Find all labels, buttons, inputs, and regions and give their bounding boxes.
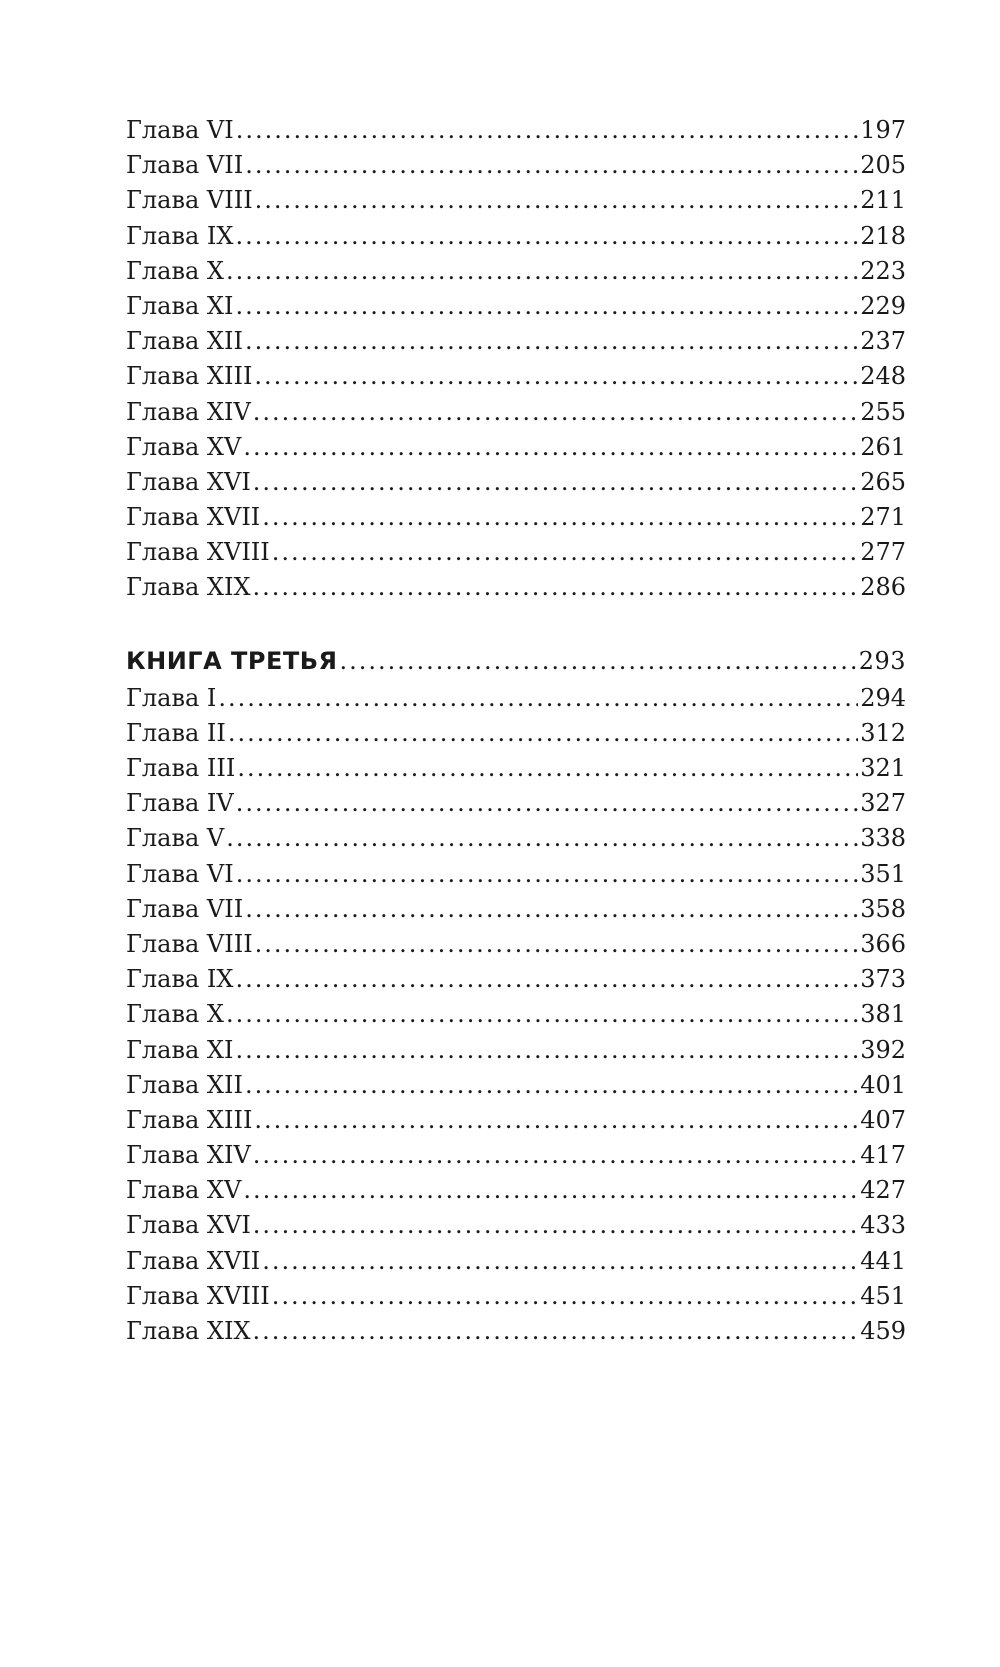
toc-entry[interactable] (126, 857, 906, 892)
page-number: 338 (860, 824, 906, 853)
dot-leader (245, 324, 858, 359)
toc-entry[interactable] (126, 1314, 906, 1349)
page-number: 451 (860, 1281, 906, 1310)
chapter-title: Глава XVII (126, 503, 261, 532)
page-number: 351 (860, 859, 906, 888)
chapter-title: Глава III (126, 754, 236, 782)
page-number: 392 (860, 1035, 906, 1064)
page-number: 205 (860, 151, 906, 180)
chapter-title: Глава XI (126, 291, 234, 320)
dot-leader (255, 927, 859, 962)
page-number: 321 (860, 754, 906, 782)
page-number: 373 (860, 965, 906, 994)
page-number: 265 (860, 467, 906, 496)
chapter-title: Глава XV (126, 1176, 242, 1205)
page-number: 407 (860, 1105, 906, 1134)
toc-entry[interactable] (126, 289, 906, 324)
page-number: 366 (860, 929, 906, 958)
chapter-title: Глава XVII (126, 1246, 261, 1275)
page-number: 277 (860, 538, 906, 567)
page-number: 358 (860, 894, 906, 923)
page-number: 237 (860, 327, 906, 356)
dot-leader (340, 641, 857, 681)
page-number: 381 (860, 1000, 906, 1029)
dot-leader (272, 1279, 858, 1314)
page-number: 401 (860, 1070, 906, 1099)
dot-leader (262, 1244, 858, 1279)
dot-leader (235, 219, 858, 254)
page-number: 293 (858, 646, 906, 675)
chapter-title: Глава IV (126, 789, 234, 818)
toc-entry[interactable] (126, 821, 906, 856)
dot-leader (254, 1103, 858, 1138)
toc-entry[interactable] (126, 395, 906, 430)
chapter-title: Глава XIV (126, 1141, 251, 1170)
chapter-title: Глава VI (126, 116, 234, 144)
table-of-contents (126, 113, 906, 1349)
dot-leader (243, 430, 858, 465)
dot-leader (245, 148, 858, 183)
dot-leader (253, 1314, 859, 1349)
dot-leader (255, 183, 859, 218)
page-number: 271 (860, 503, 906, 532)
toc-entry[interactable] (126, 962, 906, 997)
dot-leader (218, 681, 858, 716)
dot-leader (245, 1068, 858, 1103)
toc-entry[interactable] (126, 716, 906, 751)
page-number: 223 (860, 256, 906, 285)
chapter-title: Глава VI (126, 859, 234, 888)
toc-entry[interactable] (126, 359, 906, 394)
chapter-title: Глава I (126, 683, 217, 712)
chapter-title: Глава XV (126, 432, 242, 461)
dot-leader (243, 1173, 858, 1208)
chapter-title: Глава VII (126, 151, 244, 180)
dot-leader (226, 254, 858, 289)
dot-leader (235, 962, 858, 997)
toc-entry[interactable] (126, 1244, 906, 1279)
page-number: 218 (860, 221, 906, 250)
page-number: 459 (860, 1317, 906, 1345)
dot-leader (253, 1208, 858, 1243)
chapter-title: Глава VIII (126, 929, 253, 958)
page-number: 197 (860, 116, 906, 144)
dot-leader (226, 997, 858, 1032)
toc-entry[interactable] (126, 254, 906, 289)
chapter-title: Глава X (126, 256, 224, 285)
page-number: 248 (860, 362, 906, 391)
chapter-title: Глава X (126, 1000, 224, 1029)
chapter-title: Глава XII (126, 1070, 243, 1099)
toc-entry[interactable] (126, 1103, 906, 1138)
chapter-title: Глава XVIII (126, 538, 270, 567)
chapter-title: Глава XIII (126, 1105, 253, 1134)
dot-leader (253, 465, 858, 500)
dot-leader (236, 857, 858, 892)
dot-leader (226, 821, 858, 856)
toc-entry[interactable] (126, 751, 906, 786)
chapter-title: Глава IX (126, 221, 234, 250)
chapter-title: Глава XVI (126, 1211, 251, 1240)
book-title: КНИГА ТРЕТЬЯ (126, 646, 338, 675)
page-number: 286 (860, 573, 906, 602)
dot-leader (272, 535, 858, 570)
dot-leader (253, 570, 859, 605)
chapter-title: Глава VIII (126, 186, 253, 215)
toc-entry[interactable] (126, 113, 906, 148)
chapter-title: Глава XIX (126, 1317, 251, 1345)
chapter-title: Глава XVI (126, 467, 251, 496)
chapter-title: Глава XVIII (126, 1281, 270, 1310)
chapter-title: Глава XIX (126, 573, 251, 602)
toc-entry[interactable] (126, 1138, 906, 1173)
toc-entry[interactable] (126, 535, 906, 570)
page-number: 417 (860, 1141, 906, 1170)
dot-leader (235, 1033, 858, 1068)
toc-entry[interactable] (126, 148, 906, 183)
toc-entry[interactable] (126, 1173, 906, 1208)
toc-entry[interactable] (126, 927, 906, 962)
page-number: 229 (860, 291, 906, 320)
toc-entry[interactable] (126, 997, 906, 1032)
page-number: 255 (860, 397, 906, 426)
dot-leader (254, 359, 858, 394)
page-number: 427 (860, 1176, 906, 1205)
chapter-title: Глава XII (126, 327, 243, 356)
dot-leader (235, 289, 858, 324)
dot-leader (237, 751, 858, 786)
toc-entry[interactable] (126, 892, 906, 927)
toc-entry[interactable] (126, 324, 906, 359)
dot-leader (253, 395, 858, 430)
dot-leader (236, 786, 858, 821)
chapter-title: Глава XIII (126, 362, 253, 391)
page-number: 433 (860, 1211, 906, 1240)
toc-entry[interactable] (126, 430, 906, 465)
dot-leader (262, 500, 858, 535)
toc-entry[interactable] (126, 1033, 906, 1068)
chapter-title: Глава XIV (126, 397, 251, 426)
toc-entry[interactable] (126, 465, 906, 500)
page-number: 211 (860, 186, 906, 215)
chapter-title: Глава V (126, 824, 225, 853)
toc-entry[interactable] (126, 183, 906, 218)
page-number: 261 (860, 432, 906, 461)
toc-entry[interactable] (126, 1279, 906, 1314)
page-number: 327 (860, 789, 906, 818)
dot-leader (253, 1138, 858, 1173)
dot-leader (228, 716, 858, 751)
dot-leader (236, 113, 858, 148)
toc-entry[interactable] (126, 786, 906, 821)
dot-leader (245, 892, 858, 927)
chapter-title: Глава VII (126, 894, 244, 923)
toc-entry[interactable] (126, 681, 906, 716)
toc-entry[interactable] (126, 1068, 906, 1103)
chapter-title: Глава XI (126, 1035, 234, 1064)
toc-entry[interactable] (126, 1208, 906, 1243)
toc-book-heading[interactable] (126, 641, 906, 681)
toc-entry[interactable] (126, 570, 906, 605)
section-spacer (126, 606, 906, 641)
chapter-title: Глава IX (126, 965, 234, 994)
page-number: 312 (860, 718, 906, 747)
page-number: 441 (860, 1246, 906, 1275)
toc-entry[interactable] (126, 500, 906, 535)
chapter-title: Глава II (126, 718, 226, 747)
page-number: 294 (860, 683, 906, 712)
toc-entry[interactable] (126, 219, 906, 254)
